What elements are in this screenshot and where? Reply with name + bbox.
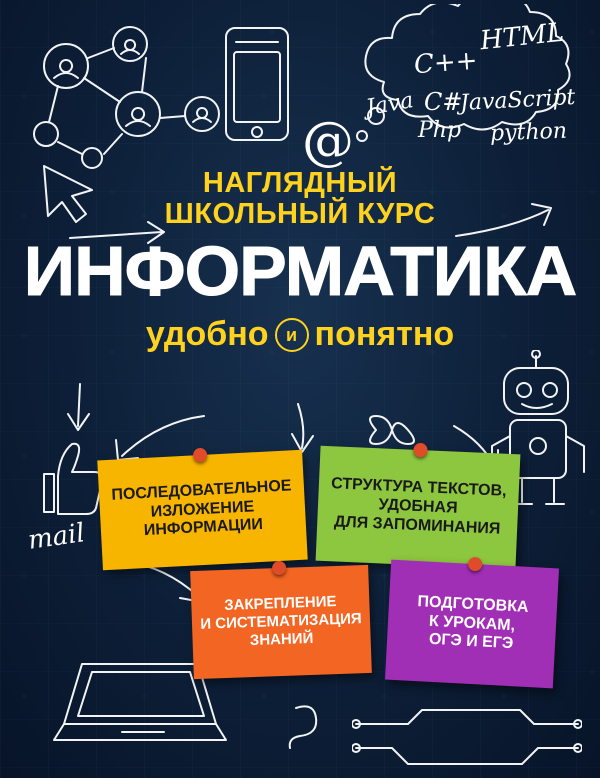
note-3-text (199, 593, 362, 652)
pin-icon (192, 448, 207, 463)
pin-icon (468, 557, 483, 572)
at-sign-icon: @ (302, 112, 354, 172)
pin-icon (413, 443, 428, 458)
note-line: ЗАКРЕПЛЕНИЕ (223, 593, 337, 615)
feature-note-4 (385, 560, 559, 689)
kicker (0, 168, 600, 231)
note-line: СТРУКТУРА ТЕКСТОВ, (330, 475, 507, 501)
smartphone-icon (214, 22, 304, 152)
note-line: ДЛЯ ЗАПОМИНАНИЯ (333, 513, 501, 538)
cloud-word-python: python (489, 118, 568, 147)
note-2-text (329, 475, 507, 539)
kicker-line-2: ШКОЛЬНЫЙ КУРС (164, 198, 436, 231)
title-block (0, 168, 600, 354)
note-line: ОГЭ И ЕГЭ (428, 631, 514, 653)
note-line: И СИСТЕМАТИЗАЦИЯ (200, 610, 362, 633)
subtitle-right: понятно (314, 315, 455, 354)
page-title: ИНФОРМАТИКА (23, 231, 577, 310)
cloud-word-html: HTML (478, 17, 566, 57)
feature-note-2 (316, 446, 521, 570)
subtitle (0, 315, 600, 354)
cloud-word-php: Php (418, 118, 462, 143)
cloud-word-javascript: JavaScript (459, 84, 576, 117)
subtitle-left: удобно (145, 315, 269, 354)
note-line: ПОДГОТОВКА (417, 592, 529, 616)
swirl-icon (286, 700, 326, 750)
arrow-down-left-icon (60, 380, 106, 438)
cloud-word-c-: C# (424, 88, 463, 116)
feature-note-1 (97, 450, 307, 571)
mail-script-text: mail (26, 518, 87, 556)
feature-note-3 (190, 565, 372, 679)
network-nodes-icon (18, 18, 228, 178)
subtitle-conjunction: и (275, 318, 309, 352)
pin-icon (272, 561, 286, 575)
note-4-text (415, 593, 529, 655)
note-1-text (111, 477, 294, 543)
note-line: УДОБНАЯ (378, 496, 458, 517)
note-line: К УРОКАМ, (428, 612, 516, 634)
note-line: ИЗЛОЖЕНИЕ (150, 497, 255, 521)
note-line: ПОСЛЕДОВАТЕЛЬНОЕ (111, 477, 292, 504)
note-line: ИНФОРМАЦИИ (143, 516, 264, 540)
kicker-line-1: НАГЛЯДНЫЙ (202, 167, 398, 199)
cloud-word-c-: C++ (413, 45, 479, 81)
cloud-word-java: Java (364, 88, 416, 121)
circuit-lines-icon (352, 690, 582, 774)
note-line: ЗНАНИЙ (249, 629, 314, 649)
